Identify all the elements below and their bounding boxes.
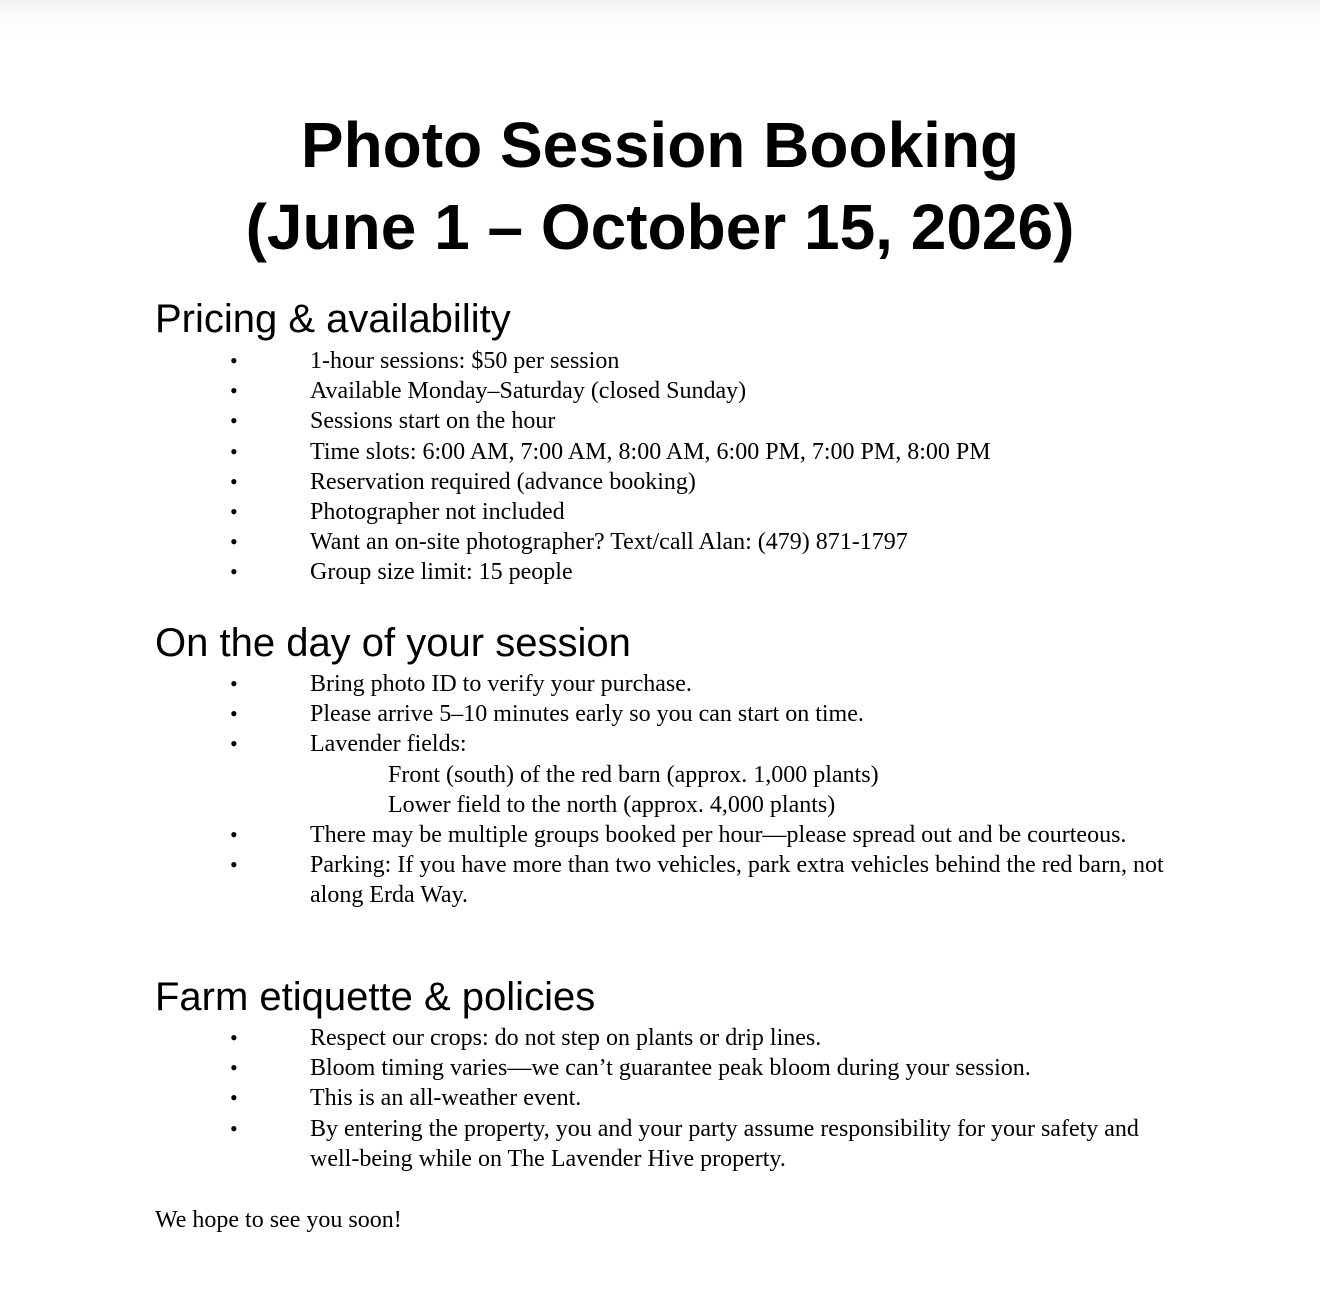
pricing-list (0, 346, 1170, 588)
list-item-text: By entering the property, you and your party assume responsibility for your safety and well-being while on The Lavender Hive property. (310, 1115, 1139, 1172)
bullet-icon: • (230, 529, 238, 555)
list-item-text: Reservation required (advance booking) (310, 468, 696, 495)
list-item-text: Available Monday–Saturday (closed Sunday) (310, 378, 747, 405)
list-item (0, 346, 1170, 376)
sub-item-front-field: Front (south) of the red barn (approx. 1,000 plants) (388, 761, 879, 788)
bullet-icon: • (230, 671, 238, 696)
bullet-icon: • (230, 1025, 238, 1050)
list-item (0, 850, 1170, 910)
list-item (0, 699, 1170, 729)
list-item (0, 557, 1170, 587)
list-item-text: Want an on-site photographer? Text/call Alan: (479) 871-1797 (310, 529, 908, 556)
page-title-line-1: Photo Session Booking (300, 109, 1020, 181)
bullet-icon: • (230, 852, 238, 878)
list-item-text: 1-hour sessions: $50 per session (310, 348, 620, 374)
section-heading-day-of-session: On the day of your session (155, 621, 631, 665)
closing-message: We hope to see you soon! (155, 1207, 402, 1233)
list-item (0, 437, 1170, 467)
list-item-text: Group size limit: 15 people (310, 559, 573, 586)
bullet-icon: • (230, 1115, 238, 1141)
sub-item-lower-field: Lower field to the north (approx. 4,000 plants) (388, 791, 836, 818)
list-item (0, 669, 1170, 699)
bullet-icon: • (230, 731, 238, 757)
list-item-text: Sessions start on the hour (310, 408, 556, 435)
list-item (0, 406, 1170, 436)
bullet-icon: • (230, 822, 238, 848)
list-item (0, 820, 1170, 850)
bullet-icon: • (230, 499, 238, 525)
list-item-text: Bring photo ID to verify your purchase. (310, 671, 692, 697)
list-item-text: Respect our crops: do not step on plants or drip lines. (310, 1025, 822, 1051)
list-item-text: Time slots: 6:00 AM, 7:00 AM, 8:00 AM, 6:00 PM, 7:00 PM, 8:00 PM (310, 438, 991, 465)
etiquette-list (0, 1023, 1170, 1174)
bullet-icon: • (230, 408, 238, 434)
bullet-icon: • (230, 1055, 238, 1081)
list-item-text: Please arrive 5–10 minutes early so you can start on time. (310, 701, 864, 728)
list-item (0, 527, 1170, 557)
bullet-icon: • (230, 378, 238, 404)
bullet-icon: • (230, 348, 238, 373)
list-item-text: Parking: If you have more than two vehicles, park extra vehicles behind the red barn, not along Erda Way. (310, 852, 1164, 909)
list-item-text: Bloom timing varies—we can’t guarantee peak bloom during your session. (310, 1055, 1031, 1082)
bullet-icon: • (230, 559, 238, 585)
list-item (0, 1023, 1170, 1053)
bullet-icon: • (230, 701, 238, 727)
list-item-text: Photographer not included (310, 499, 565, 526)
list-item (0, 1114, 1170, 1174)
list-item (0, 1053, 1170, 1083)
section-heading-pricing: Pricing & availability (155, 297, 511, 341)
bullet-icon: • (230, 468, 238, 494)
section-heading-etiquette: Farm etiquette & policies (155, 975, 596, 1019)
list-item (0, 1083, 1170, 1113)
list-item (0, 376, 1170, 406)
bullet-icon: • (230, 438, 238, 464)
list-item-text: Lavender fields: (310, 731, 467, 758)
day-of-session-list (0, 669, 1170, 911)
list-item (0, 497, 1170, 527)
list-item-text: There may be multiple groups booked per hour—please spread out and be courteous. (310, 822, 1127, 849)
list-item (0, 467, 1170, 497)
page-title-line-2: (June 1 – October 15, 2026) (245, 191, 1075, 263)
bullet-icon: • (230, 1085, 238, 1111)
list-item-lavender-fields (0, 729, 1170, 820)
list-item-text: This is an all-weather event. (310, 1085, 582, 1112)
